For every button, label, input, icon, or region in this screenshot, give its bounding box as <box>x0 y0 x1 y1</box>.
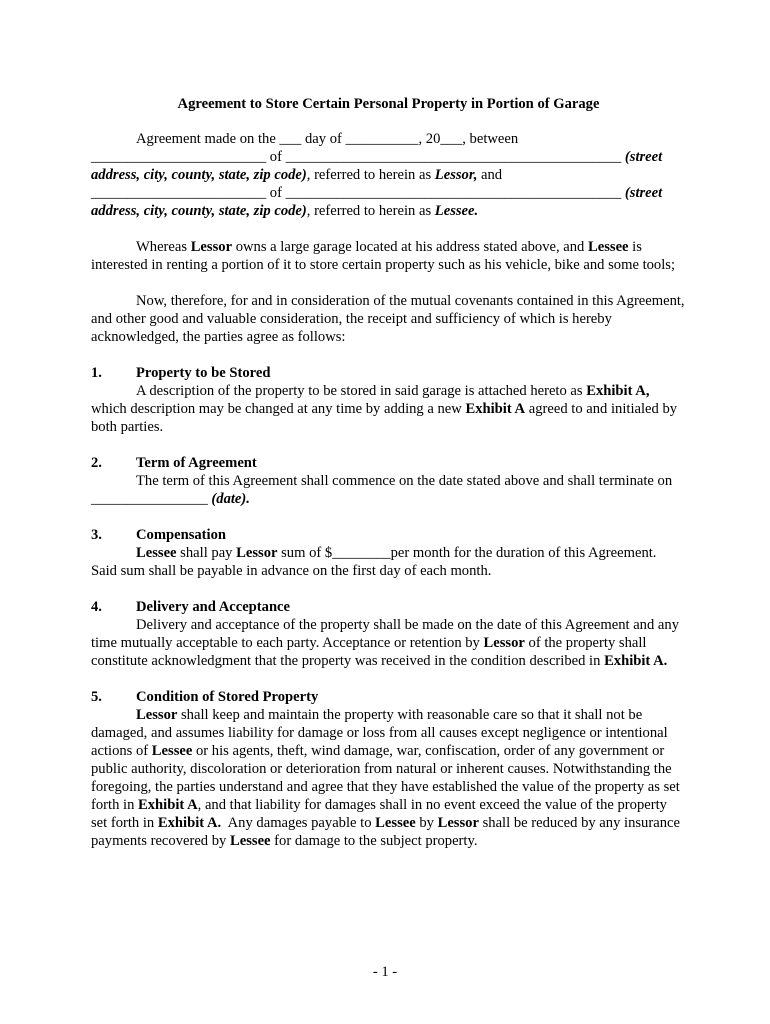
party1-address-note-cont: address, city, county, state, zip code) <box>91 167 307 183</box>
party2-address-note-cont: address, city, county, state, zip code) <box>91 203 307 219</box>
s5-lessee-1: Lessee <box>151 743 193 759</box>
party1-address-note: (street <box>624 149 663 165</box>
section-1 <box>91 364 686 436</box>
whereas-lessee: Lessee <box>588 239 629 255</box>
section-1-number: 1. <box>91 365 102 381</box>
s4-text-2: of the property shall constitute acknowledgment that the property was received in the condition described in <box>91 635 647 669</box>
section-2-heading <box>91 454 686 472</box>
party2-ref-line <box>91 202 686 220</box>
s2-date-label: (date). <box>211 491 250 507</box>
whereas-paragraph <box>91 238 686 274</box>
party2-ref-text: , referred to herein as <box>306 203 435 219</box>
s5-lessee-3: Lessee <box>230 833 271 849</box>
s3-lessee: Lessee <box>136 545 177 561</box>
section-2-number: 2. <box>91 455 102 471</box>
s5-text-4: Any damages payable to <box>221 815 376 831</box>
s5-lessor-1: Lessor <box>136 707 178 723</box>
page-number: - 1 - <box>372 964 398 980</box>
s2-text-1: The term of this Agreement shall commence on the date stated above and shall terminate on ________________ <box>91 473 673 507</box>
s5-text-5: by <box>415 815 438 831</box>
section-3-title: Compensation <box>136 527 227 543</box>
s5-exhibit-a-1: Exhibit A <box>138 797 198 813</box>
section-4-body <box>91 616 686 670</box>
s5-text-1: shall keep and maintain the property with reasonable care so that it shall not be damaged, and assumes liability for damage or loss from all causes except negligence or intentional actions of <box>91 707 668 759</box>
section-1-title: Property to be Stored <box>136 365 271 381</box>
s5-text-6: shall be reduced by any insurance payments recovered by <box>91 815 680 849</box>
party1-ref-line <box>91 166 686 184</box>
party1-ref-text: , referred to herein as <box>306 167 435 183</box>
section-4-heading <box>91 598 686 616</box>
intro-line-1: Agreement made on the ___ day of __________, 20___, between <box>136 131 519 147</box>
section-4-title: Delivery and Acceptance <box>136 599 291 615</box>
section-2 <box>91 454 686 508</box>
party2-address-note: (street <box>624 185 663 201</box>
section-2-body <box>91 472 686 508</box>
s5-text-7: for damage to the subject property. <box>270 833 478 849</box>
party2-address-blank: ______________________________________________ <box>285 185 622 201</box>
section-5 <box>91 688 686 850</box>
s5-exhibit-a-2: Exhibit A. <box>157 815 222 831</box>
whereas-text-2: owns a large garage located at his address stated above, and <box>232 239 588 255</box>
whereas-text-3: is interested in renting a portion of it to store certain property such as his vehicle, bike and some tools; <box>91 239 676 273</box>
section-5-number: 5. <box>91 689 102 705</box>
whereas-lessor: Lessor <box>190 239 233 255</box>
section-4-number: 4. <box>91 599 102 615</box>
s5-text-3: , and that liability for damages shall in no event exceed the value of the property set forth in <box>91 797 667 831</box>
section-2-title: Term of Agreement <box>136 455 257 471</box>
section-5-title: Condition of Stored Property <box>136 689 319 705</box>
party2-of: of <box>266 185 286 201</box>
s3-text-2: sum of $________per month for the duration of this Agreement. Said sum shall be payable in advance on the first day of each month. <box>91 545 657 579</box>
section-1-body <box>91 382 686 436</box>
section-3 <box>91 526 686 580</box>
document-title: Agreement to Store Certain Personal Property in Portion of Garage <box>177 96 600 112</box>
lessor-term: Lessor, <box>434 167 478 183</box>
now-therefore-paragraph: Now, therefore, for and in consideration of the mutual covenants contained in this Agreement, and other good and valuable consideration, the receipt and sufficiency of which is hereby acknowledged, the parties agree as follows: <box>91 293 685 345</box>
s5-lessor-2: Lessor <box>437 815 479 831</box>
section-4 <box>91 598 686 670</box>
section-3-heading <box>91 526 686 544</box>
s1-text-1: A description of the property to be stored in said garage is attached hereto as <box>136 383 587 399</box>
s5-text-2: or his agents, theft, wind damage, war, confiscation, order of any government or public authority, discoloration or deterioration from natural or inherent causes. Notwithstanding the foregoing, the parties understand and agree that they have established the value of the property as set forth in <box>91 743 680 813</box>
intro-paragraph <box>91 130 686 220</box>
s1-exhibit-a-2: Exhibit A <box>465 401 526 417</box>
section-5-heading <box>91 688 686 706</box>
section-3-number: 3. <box>91 527 102 543</box>
s3-lessor: Lessor <box>236 545 278 561</box>
s1-text-3: agreed to and initialed by both parties. <box>91 401 678 435</box>
section-3-body <box>91 544 686 580</box>
party2-line <box>91 184 686 202</box>
section-5-body <box>91 706 686 850</box>
section-1-heading <box>91 364 686 382</box>
party1-line <box>91 148 686 166</box>
lessee-term: Lessee. <box>434 203 479 219</box>
party1-name-blank: ________________________ <box>91 149 267 165</box>
party2-name-blank: ________________________ <box>91 185 267 201</box>
s5-lessee-2: Lessee <box>375 815 416 831</box>
party1-of: of <box>266 149 286 165</box>
document-body <box>91 95 686 850</box>
whereas-text-1: Whereas <box>136 239 191 255</box>
s4-exhibit-a: Exhibit A. <box>604 653 668 669</box>
s4-lessor: Lessor <box>483 635 525 651</box>
and-text: and <box>477 167 503 183</box>
party1-address-blank: ______________________________________________ <box>285 149 622 165</box>
s3-text-1: shall pay <box>176 545 237 561</box>
s1-exhibit-a-1: Exhibit A, <box>586 383 650 399</box>
s1-text-2: which description may be changed at any time by adding a new <box>91 401 466 417</box>
s4-text-1: Delivery and acceptance of the property shall be made on the date of this Agreement and any time mutually acceptable to each party. Acceptance or retention by <box>91 617 679 651</box>
